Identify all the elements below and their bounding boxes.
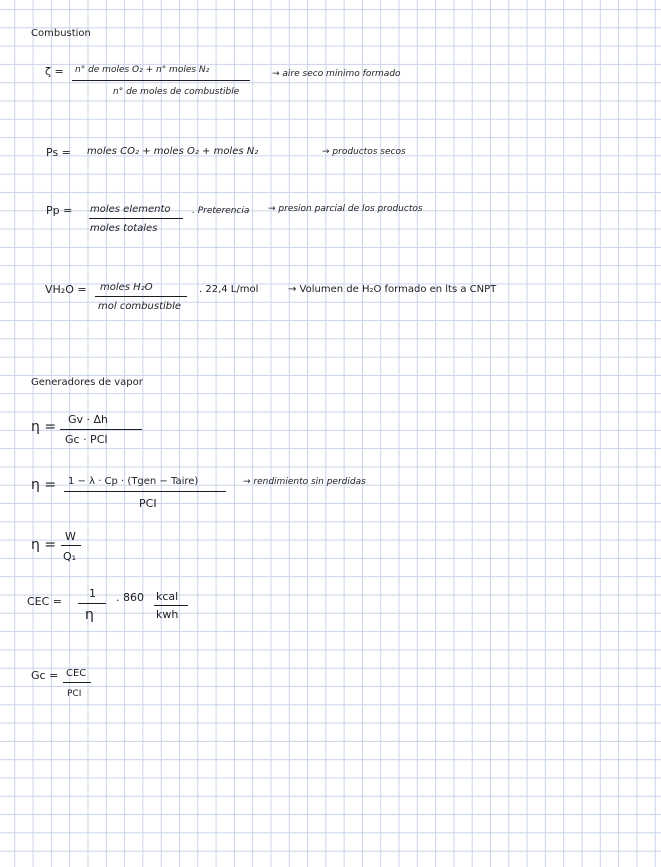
fraction-numerator: CEC xyxy=(66,668,87,679)
unit-denominator: kwh xyxy=(156,608,179,621)
fraction-numerator: W xyxy=(65,530,76,543)
fraction-denominator: PCI xyxy=(67,689,82,699)
fraction-numerator: 1 xyxy=(89,587,96,600)
equation-multiplier: . Preterencia xyxy=(192,206,250,216)
fraction-denominator: PCI xyxy=(139,497,157,510)
fraction-numerator: n° de moles O₂ + n° moles N₂ xyxy=(75,65,210,75)
equation-note: → rendimiento sin perdidas xyxy=(243,477,366,487)
equation-lhs: η = xyxy=(31,537,57,553)
fraction-numerator: moles H₂O xyxy=(100,282,153,293)
fraction-numerator: Gv · Δh xyxy=(68,413,109,426)
unit-numerator: kcal xyxy=(156,590,179,603)
section-title-generadores: Generadores de vapor xyxy=(31,377,143,388)
fraction-denominator: moles totales xyxy=(90,223,158,234)
fraction-bar xyxy=(60,429,142,430)
fraction-denominator: Gc · PCI xyxy=(65,433,108,446)
equation-lhs: η = xyxy=(31,419,57,435)
equation-note: → productos secos xyxy=(322,147,406,157)
equation-lhs: Gc = xyxy=(31,669,59,682)
equation-lhs: η = xyxy=(31,477,57,493)
fraction-denominator: η xyxy=(85,607,94,623)
equation-rhs: moles CO₂ + moles O₂ + moles N₂ xyxy=(87,146,259,157)
fraction-bar xyxy=(78,603,106,604)
fraction-bar xyxy=(64,491,226,492)
equation-note: → Volumen de H₂O formado en lts a CNPT xyxy=(288,284,497,295)
fraction-bar xyxy=(72,80,250,81)
fraction-bar xyxy=(63,682,91,683)
equation-note: → presion parcial de los productos xyxy=(268,204,423,214)
fraction-denominator: mol combustible xyxy=(98,301,182,312)
equation-lhs: Pp = xyxy=(46,204,73,217)
fraction-bar xyxy=(95,296,187,297)
equation-multiplier: . 22,4 L/mol xyxy=(199,284,259,295)
equation-lhs: Ps = xyxy=(46,146,71,159)
equation-note: → aire seco minimo formado xyxy=(272,69,401,79)
fraction-numerator: moles elemento xyxy=(90,204,171,215)
section-title-combustion: Combustion xyxy=(31,28,91,39)
unit-fraction-bar xyxy=(154,605,188,606)
fraction-numerator: 1 − λ · Cp · (Tgen − Taire) xyxy=(68,476,199,487)
equation-multiplier: . 860 xyxy=(116,591,144,604)
fraction-bar xyxy=(61,545,81,546)
fraction-denominator: n° de moles de combustible xyxy=(113,87,240,97)
fraction-denominator: Q₁ xyxy=(63,550,77,563)
equation-lhs: CEC = xyxy=(27,595,63,608)
equation-lhs: ζ = xyxy=(45,65,64,78)
fraction-bar xyxy=(89,218,183,219)
equation-lhs: VH₂O = xyxy=(45,283,87,296)
